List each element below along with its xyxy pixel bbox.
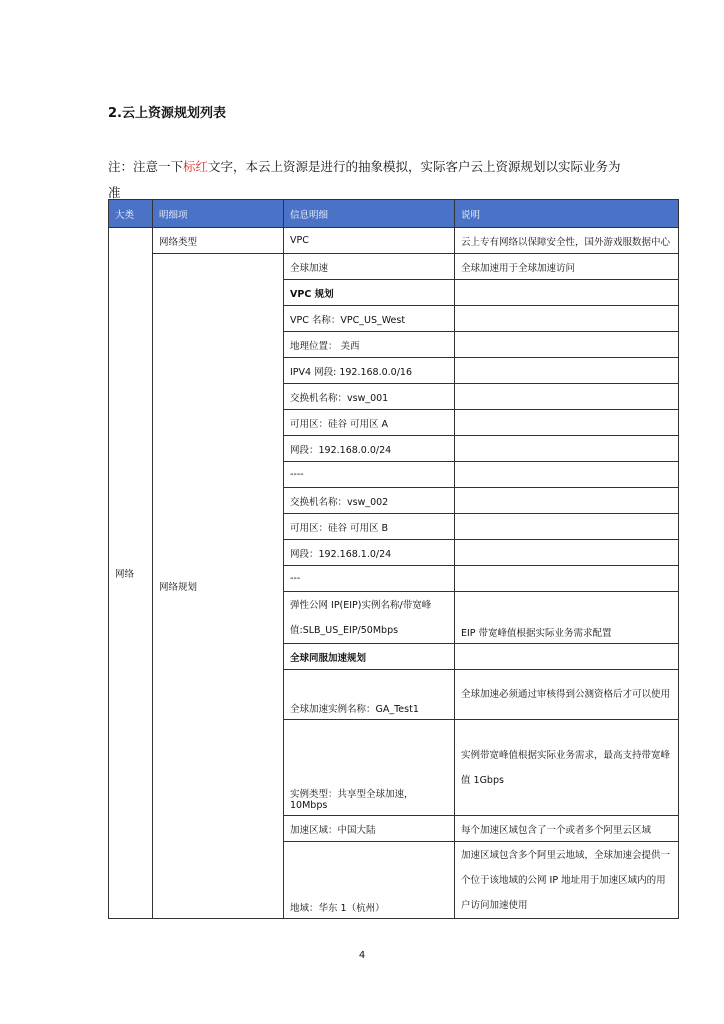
desc-cell bbox=[455, 358, 679, 384]
item-cell: 网络规划 bbox=[153, 254, 284, 919]
info-cell: 全球加速实例名称：GA_Test1 bbox=[284, 670, 455, 720]
desc-cell: 实例带宽峰值根据实际业务需求，最高支持带宽峰值 1Gbps bbox=[455, 720, 679, 816]
desc-cell: 每个加速区域包含了一个或者多个阿里云区域 bbox=[455, 816, 679, 842]
info-cell: 地理位置： 美西 bbox=[284, 332, 455, 358]
desc-cell bbox=[455, 566, 679, 592]
info-cell: VPC 规划 bbox=[284, 280, 455, 306]
desc-cell bbox=[455, 540, 679, 566]
desc-cell: 全球加速用于全球加速访问 bbox=[455, 254, 679, 280]
desc-cell: 全球加速必须通过审核得到公测资格后才可以使用 bbox=[455, 670, 679, 720]
info-cell: 交换机名称：vsw_002 bbox=[284, 488, 455, 514]
note-red-text: 标红 bbox=[183, 159, 209, 174]
header-category: 大类 bbox=[109, 200, 153, 228]
desc-cell: EIP 带宽峰值根据实际业务需求配置 bbox=[455, 592, 679, 644]
table-row bbox=[109, 254, 679, 280]
table-header-row bbox=[109, 200, 679, 228]
header-desc: 说明 bbox=[455, 200, 679, 228]
category-cell: 网络 bbox=[109, 228, 153, 919]
info-cell: 可用区：硅谷 可用区 B bbox=[284, 514, 455, 540]
info-cell: 网段：192.168.0.0/24 bbox=[284, 436, 455, 462]
table-row bbox=[109, 228, 679, 254]
info-cell: --- bbox=[284, 566, 455, 592]
header-item: 明细项 bbox=[153, 200, 284, 228]
resource-plan-table bbox=[108, 199, 679, 919]
page-number: 4 bbox=[358, 950, 366, 961]
info-cell: 可用区：硅谷 可用区 A bbox=[284, 410, 455, 436]
info-cell: 交换机名称：vsw_001 bbox=[284, 384, 455, 410]
info-cell: IPV4 网段: 192.168.0.0/16 bbox=[284, 358, 455, 384]
info-cell: 网段：192.168.1.0/24 bbox=[284, 540, 455, 566]
desc-cell bbox=[455, 436, 679, 462]
desc-cell bbox=[455, 332, 679, 358]
info-cell: 全球同服加速规划 bbox=[284, 644, 455, 670]
info-cell: 地域：华东 1（杭州） bbox=[284, 842, 455, 919]
desc-cell bbox=[455, 306, 679, 332]
info-cell: 弹性公网 IP(EIP)实例名称/带宽峰值:SLB_US_EIP/50Mbps bbox=[284, 592, 455, 644]
desc-cell bbox=[455, 462, 679, 488]
desc-cell: 加速区域包含多个阿里云地域，全球加速会提供一个位于该地域的公网 IP 地址用于加速区域内的用户访问加速使用 bbox=[455, 842, 679, 919]
desc-cell bbox=[455, 280, 679, 306]
info-cell: 加速区域：中国大陆 bbox=[284, 816, 455, 842]
section-heading: 2.云上资源规划列表 bbox=[108, 106, 226, 121]
info-cell: VPC 名称：VPC_US_West bbox=[284, 306, 455, 332]
info-cell: 全球加速 bbox=[284, 254, 455, 280]
info-cell: ---- bbox=[284, 462, 455, 488]
note-prefix: 注： bbox=[108, 159, 134, 174]
info-cell: VPC bbox=[284, 228, 455, 254]
desc-cell bbox=[455, 384, 679, 410]
desc-cell bbox=[455, 488, 679, 514]
item-cell: 网络类型 bbox=[153, 228, 284, 254]
info-cell: 实例类型：共享型全球加速，10Mbps bbox=[284, 720, 455, 816]
desc-cell bbox=[455, 514, 679, 540]
note-before-red: 注意一下 bbox=[133, 159, 184, 174]
desc-cell: 云上专有网络以保障安全性，国外游戏服数据中心 bbox=[455, 228, 679, 254]
desc-cell bbox=[455, 410, 679, 436]
note-after-red: 文字，本云上资源是进行的抽象模拟，实际客户云上资源规划以实际业务为准 bbox=[108, 159, 621, 200]
desc-cell bbox=[455, 644, 679, 670]
header-info: 信息明细 bbox=[284, 200, 455, 228]
